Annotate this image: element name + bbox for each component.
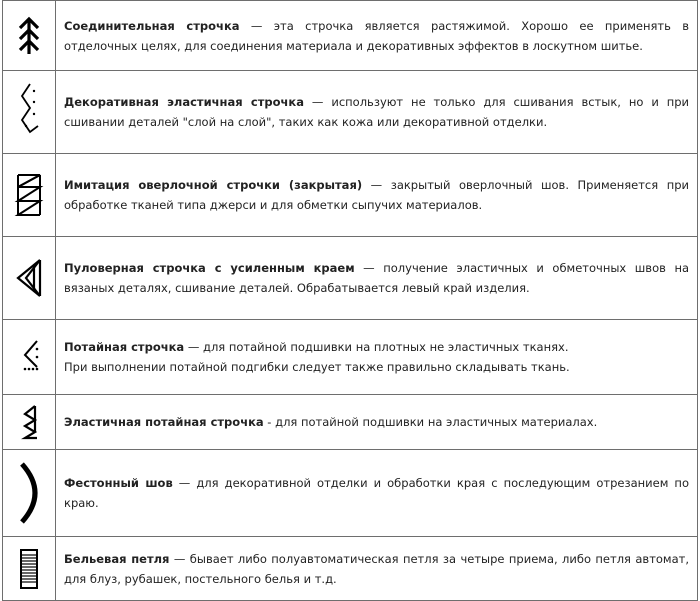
icon-cell (3, 320, 56, 395)
table-row (3, 537, 698, 601)
stitch-name: Соединительная строчка (64, 18, 240, 33)
stitch-description: для декоративной отделки и обработки края с последующим отрезанием по краю. (64, 476, 689, 510)
buttonhole-stitch-icon (17, 547, 41, 591)
icon-cell (3, 237, 56, 320)
elastic-blind-hem-stitch-icon (15, 402, 43, 442)
stitch-description: закрытый оверлочный шов. Применяется при обработке тканей типа джерси и для обметки сыпучих материалов. (64, 178, 690, 212)
description-cell (56, 537, 698, 601)
icon-cell (3, 450, 56, 537)
stitch-name: Потайная строчка (64, 340, 185, 354)
stitch-name: Пуловерная строчка с усиленным краем (64, 261, 355, 275)
stitch-description: бывает либо полуавтоматическая петля за четыре приема, либо петля автомат, для блуз, рубашек, постельного белья и т.д. (64, 551, 690, 586)
table-row (3, 71, 698, 154)
description-cell (56, 450, 698, 537)
blind-hem-stitch-icon (15, 335, 43, 379)
pullover-stitch-icon (14, 256, 44, 300)
icon-cell (3, 71, 56, 154)
stitch-description: эта строчка является растяжимой. Хорошо ее применять в отделочных целях, для соединения материала и декоративных эффектов в лоскутном шитье. (64, 18, 689, 53)
separator: — (169, 551, 190, 566)
stitch-description: используют не только для сшивания встык, но и при сшивании деталей "слой на слой", таких как кожа или декоративной отделки. (64, 95, 690, 129)
table-row (3, 450, 698, 537)
stitch-name: Фестонный шов (64, 476, 173, 490)
separator: — (172, 476, 197, 490)
description-cell (56, 237, 698, 320)
stitch-name: Бельевая петля (64, 551, 170, 566)
scallop-stitch-icon (14, 462, 44, 524)
stitch-description: для потайной подшивки на плотных не эластичных тканях. (203, 340, 569, 354)
table-row (3, 320, 698, 395)
separator: - (263, 415, 276, 429)
description-cell (56, 395, 698, 450)
stitch-description-extra: При выполнении потайной подгибки следует также правильно складывать ткань. (64, 360, 570, 374)
stitch-description: получение эластичных и обметочных швов на вязаных деталях, сшивание деталей. Обрабатывается левый край изделия. (64, 261, 690, 295)
table-row (3, 395, 698, 450)
icon-cell (3, 537, 56, 601)
icon-cell (3, 395, 56, 450)
stitch-description: для потайной подшивки на эластичных материалах. (275, 415, 598, 429)
separator: — (239, 18, 274, 33)
table-row (3, 1, 698, 71)
icon-cell (3, 1, 56, 71)
stitch-name: Имитация оверлочной строчки (закрытая) (64, 178, 363, 192)
table-row (3, 154, 698, 237)
chevron-stack-stitch-icon (16, 14, 42, 58)
separator: — (303, 95, 332, 109)
overlock-closed-stitch-icon (14, 173, 44, 217)
separator: — (354, 261, 384, 275)
zigzag-elastic-stitch-icon (16, 82, 42, 142)
stitch-table (2, 0, 698, 601)
description-cell (56, 71, 698, 154)
stitch-name: Эластичная потайная строчка (64, 415, 264, 429)
icon-cell (3, 154, 56, 237)
table-row (3, 237, 698, 320)
separator: — (362, 178, 391, 192)
description-cell (56, 154, 698, 237)
description-cell (56, 1, 698, 71)
separator: — (184, 340, 203, 354)
stitch-name: Декоративная эластичная строчка (64, 95, 304, 109)
description-cell (56, 320, 698, 395)
